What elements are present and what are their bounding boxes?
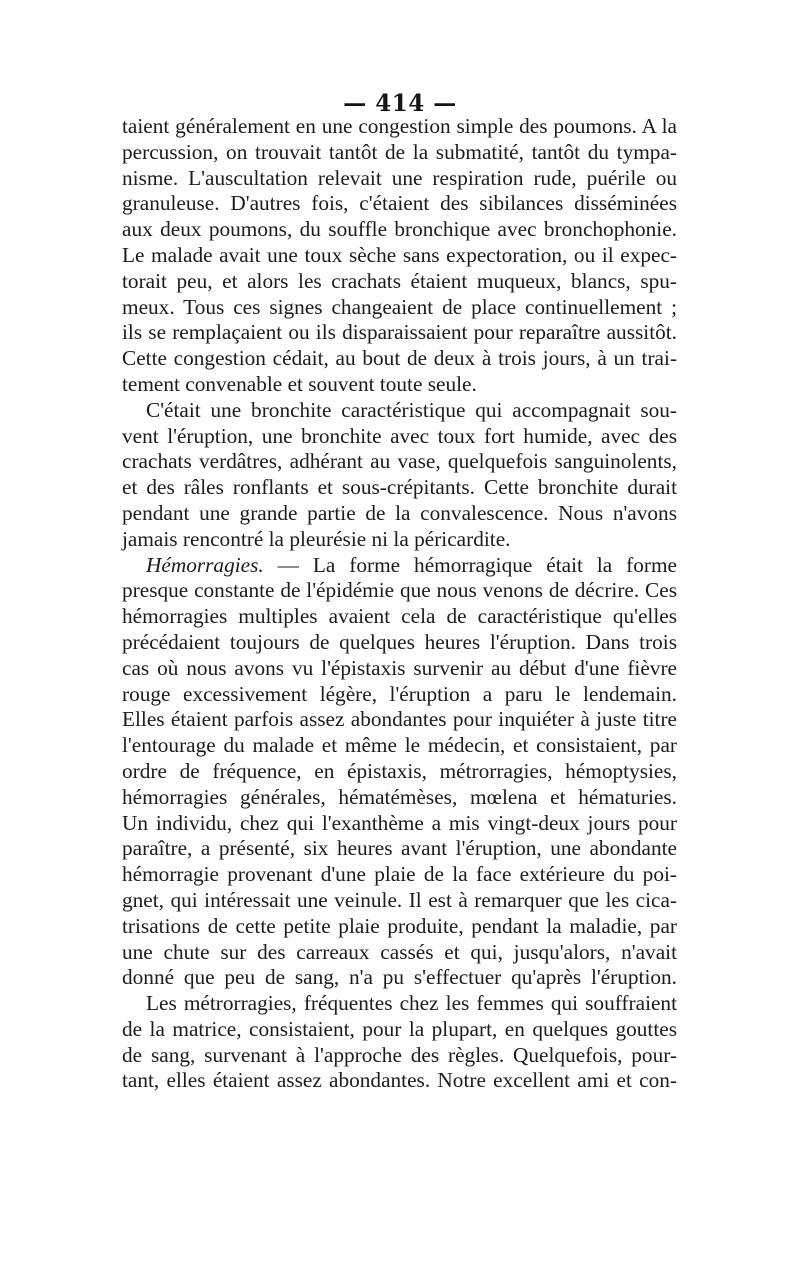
text-line: nisme. L'auscultation relevait une respiration rude, puérile ou [122, 165, 677, 190]
text-line: tant, elles étaient assez abondantes. Notre excellent ami et con- [122, 1068, 677, 1093]
text-line: précédaient toujours de quelques heures l'éruption. Dans trois [122, 629, 677, 654]
text-line: Elles étaient parfois assez abondantes pour inquiéter à juste titre [122, 707, 677, 732]
text-line: et des râles ronflants et sous-crépitants. Cette bronchite durait [122, 475, 677, 500]
text-line: Cette congestion cédait, au bout de deux à trois jours, à un trai- [122, 346, 677, 371]
text-line: tement convenable et souvent toute seule. [122, 371, 477, 396]
text-line: hémorragies multiples avaient cela de caractéristique qu'elles [122, 604, 677, 629]
text-line: Le malade avait une toux sèche sans expectoration, ou il expec- [122, 242, 677, 267]
text-line: donné que peu de sang, n'a pu s'effectuer qu'après l'éruption. [122, 965, 677, 990]
text-line: meux. Tous ces signes changeaient de place continuellement ; [122, 294, 677, 319]
page-number: — 414 — [343, 90, 457, 117]
text-line: hémorragies générales, hématémèses, mœlena et hématuries. [122, 784, 677, 809]
text-line: cas où nous avons vu l'épistaxis survenir au début d'une fièvre [122, 655, 677, 680]
text-line: Les métrorragies, fréquentes chez les femmes qui souffraient [146, 991, 677, 1016]
text-line: une chute sur des carreaux cassés et qui, jusqu'alors, n'avait [122, 939, 677, 964]
text-line: pendant une grande partie de la convalescence. Nous n'avons [122, 500, 677, 525]
text-line: torait peu, et alors les crachats étaient muqueux, blancs, spu- [122, 268, 677, 293]
text-line: trisations de cette petite plaie produite, pendant la maladie, par [122, 913, 677, 938]
text-line: Un individu, chez qui l'exanthème a mis vingt-deux jours pour [122, 810, 677, 835]
text-line: crachats verdâtres, adhérant au vase, quelquefois sanguinolents, [122, 449, 677, 474]
text-line: rouge excessivement légère, l'éruption a paru le lendemain. [122, 681, 677, 706]
text-line: ils se remplaçaient ou ils disparaissaient pour reparaître aussitôt. [122, 320, 677, 345]
text-line: de la matrice, consistaient, pour la plupart, en quelques gouttes [122, 1016, 677, 1041]
body-text [122, 114, 677, 1094]
text-line: de sang, survenant à l'approche des règles. Quelquefois, pour- [122, 1042, 677, 1067]
section-heading: Hémorragies. [146, 552, 264, 577]
text-line: ordre de fréquence, en épistaxis, métrorragies, hémoptysies, [122, 758, 677, 783]
text-line: taient généralement en une congestion simple des poumons. A la [122, 114, 677, 138]
text-line-content: — La forme hémorragique était la forme [263, 552, 677, 577]
text-line: hémorragie provenant d'une plaie de la face extérieure du poi- [122, 862, 677, 887]
text-line: aux deux poumons, du souffle bronchique avec bronchophonie. [122, 217, 677, 242]
text-line: granuleuse. D'autres fois, c'étaient des sibilances disséminées [122, 191, 677, 216]
text-line [122, 553, 677, 579]
text-line: gnet, qui intéressait une veinule. Il est à remarquer que les cica- [122, 887, 677, 912]
text-line: l'entourage du malade et même le médecin, et consistaient, par [122, 733, 677, 758]
text-line: paraître, a présenté, six heures avant l'éruption, une abondante [122, 836, 677, 861]
text-line: C'était une bronchite caractéristique qui accompagnait sou- [146, 397, 677, 422]
text-line: percussion, on trouvait tantôt de la submatité, tantôt du tympa- [122, 139, 677, 164]
text-line: jamais rencontré la pleurésie ni la péricardite. [122, 526, 511, 551]
text-line: vent l'éruption, une bronchite avec toux fort humide, avec des [122, 423, 677, 448]
text-line: presque constante de l'épidémie que nous venons de décrire. Ces [122, 578, 677, 603]
